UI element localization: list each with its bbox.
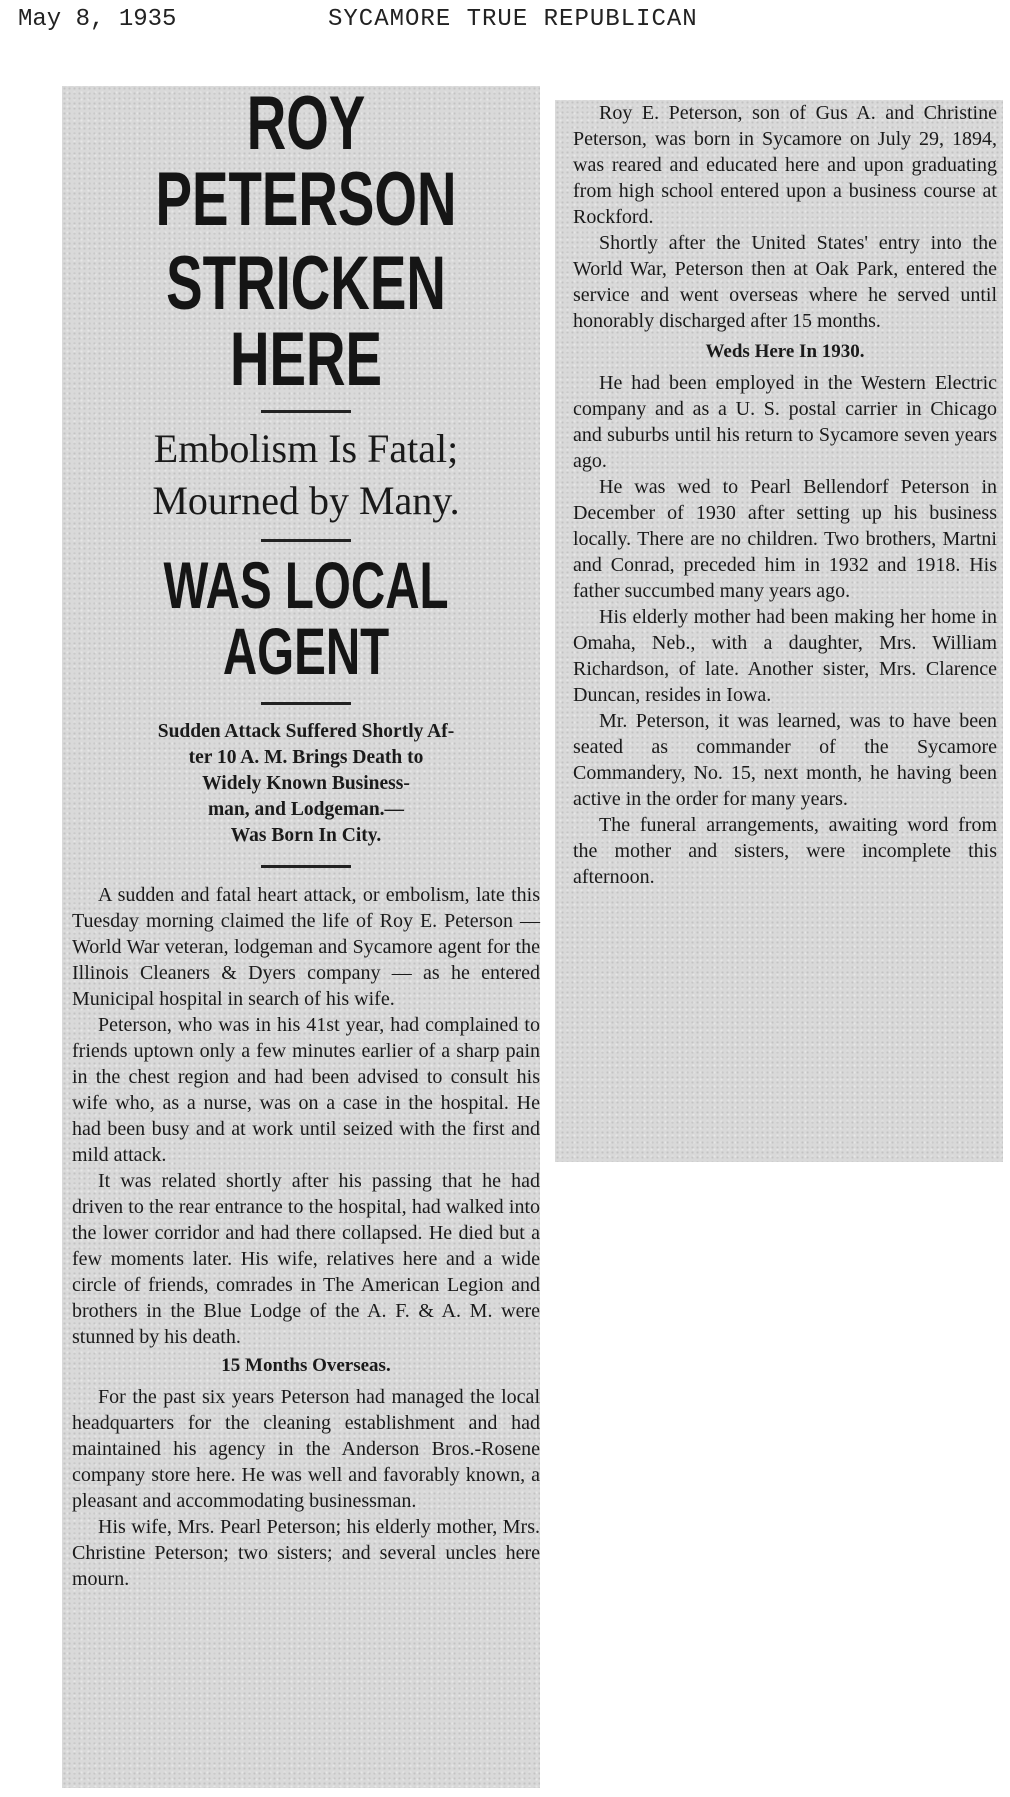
deck: [72, 719, 540, 849]
subhead-line-1: Embolism Is Fatal;: [153, 426, 459, 471]
clipping-column-2: [555, 100, 1003, 1162]
headline-2: WAS LOCAL AGENT: [163, 548, 449, 688]
paragraph: He was wed to Pearl Bellendorf Peterson in December of 1930 after setting up his business locally. There are no children. Two brothers, Martni and Conrad, preceded him in 1932 and 1918. His father succumbed many years ago.: [573, 476, 997, 602]
paragraph: For the past six years Peterson had managed the local headquarters for the cleaning establishment and had maintained his agency in the Anderson Bros.-Rosene company store here. He was well and favorably known, a pleasant and accommodating businessman.: [72, 1386, 540, 1512]
paragraph: Peterson, who was in his 41st year, had complained to friends uptown only a few minutes earlier of a sharp pain in the chest region and had been advised to consult his wife who, as a nurse, was on a case in the hospital. He had been busy and at work until seized with the first and mild attack.: [72, 1014, 540, 1166]
paragraph: It was related shortly after his passing that he had driven to the rear entrance to the hospital, had walked into the lower corridor and had there collapsed. He died but a few moments later. His wife, relatives here and a wide circle of friends, comrades in The American Legion and brothers in the Blue Lodge of the A. F. & A. M. were stunned by his death.: [72, 1170, 540, 1348]
section-subhead: Weds Here In 1930.: [705, 341, 865, 362]
publication-name: SYCAMORE TRUE REPUBLICAN: [328, 6, 698, 33]
paragraph: A sudden and fatal heart attack, or embolism, late this Tuesday morning claimed the life of Roy E. Peterson — World War veteran, lodgeman and Sycamore agent for the Illinois Cleaners & Dyers company — as he entered Municipal hospital in search of his wife.: [72, 884, 540, 1010]
deck-line: Widely Known Business-: [202, 773, 410, 794]
divider-rule: [261, 702, 351, 705]
paragraph: His wife, Mrs. Pearl Peterson; his elderly mother, Mrs. Christine Peterson; two sisters; and several uncles here mourn.: [72, 1516, 540, 1590]
deck-line: ter 10 A. M. Brings Death to: [188, 747, 424, 768]
divider-rule: [261, 865, 351, 868]
article-body-col1: [72, 882, 540, 1592]
section-subhead: 15 Months Overseas.: [221, 1355, 391, 1376]
paragraph: Roy E. Peterson, son of Gus A. and Christine Peterson, was born in Sycamore on July 29, 1894, was reared and educated here and upon graduating from high school entered upon a business course at Rockford.: [573, 102, 997, 228]
paragraph: He had been employed in the Western Electric company and as a U. S. postal carrier in Chicago and suburbs until his return to Sycamore seven years ago.: [573, 372, 997, 472]
paragraph: Shortly after the United States' entry into the World War, Peterson then at Oak Park, entered the service and went overseas where he served until honorably discharged after 15 months.: [573, 232, 997, 332]
subhead-line-2: Mourned by Many.: [152, 478, 460, 523]
page-header: [18, 6, 918, 42]
clipping-column-1: [62, 81, 540, 1788]
article-body-col2: [573, 100, 997, 890]
publication-date: May 8, 1935: [18, 6, 177, 33]
divider-rule: [261, 410, 351, 413]
deck-line: Sudden Attack Suffered Shortly Af-: [157, 721, 455, 742]
paragraph: Mr. Peterson, it was learned, was to have been seated as commander of the Sycamore Commandery, No. 15, next month, he having been active in the order for many years.: [573, 710, 997, 810]
headline-line-2: STRICKEN HERE: [166, 241, 446, 402]
divider-rule: [261, 539, 351, 542]
paragraph: The funeral arrangements, awaiting word from the mother and sisters, were incomplete this afternoon.: [573, 814, 997, 888]
deck-line: man, and Lodgeman.—: [207, 799, 405, 820]
paragraph: His elderly mother had been making her home in Omaha, Neb., with a daughter, Mrs. William Richardson, of late. Another sister, Mrs. Clarence Duncan, resides in Iowa.: [573, 606, 997, 706]
headline-line-1: ROY PETERSON: [155, 81, 457, 242]
deck-line: Was Born In City.: [230, 825, 382, 846]
